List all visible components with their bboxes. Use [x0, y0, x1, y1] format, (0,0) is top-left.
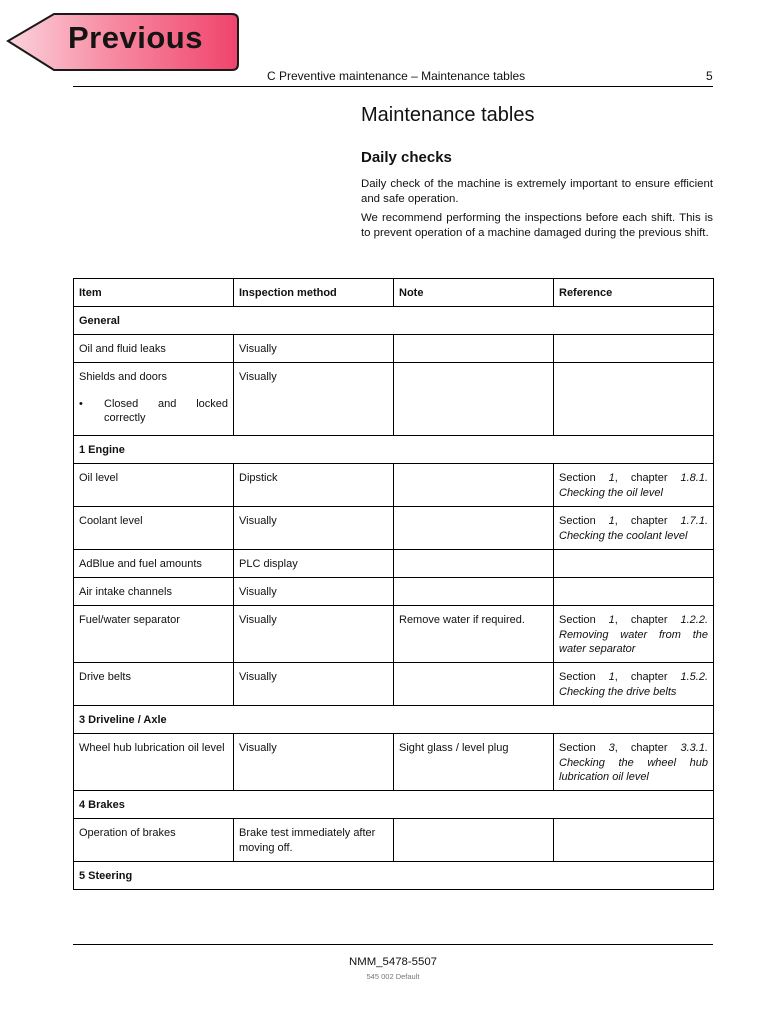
header-title: C Preventive maintenance – Maintenance tables — [267, 69, 526, 83]
item-cell: Oil and fluid leaks — [74, 335, 234, 363]
maintenance-table — [73, 278, 714, 890]
reference-cell — [554, 734, 714, 791]
ref-title-link[interactable]: Checking the drive belts — [559, 685, 677, 698]
section-row-engine — [74, 436, 714, 464]
reference-cell — [554, 507, 714, 550]
item-cell: AdBlue and fuel amounts — [74, 550, 234, 578]
ref-mid: , chapter — [614, 614, 681, 626]
note-cell — [394, 335, 554, 363]
item-cell: Fuel/water separator — [74, 606, 234, 663]
section-label: 3 Driveline / Axle — [74, 706, 714, 734]
page-title: Maintenance tables — [361, 104, 535, 126]
note-cell — [394, 578, 554, 606]
item-text: Shields and doors — [79, 371, 168, 383]
ref-mid: , chapter — [614, 742, 681, 754]
table-row — [74, 663, 714, 706]
method-cell: Visually — [234, 663, 394, 706]
item-cell: Wheel hub lubrication oil level — [74, 734, 234, 791]
item-cell: Coolant level — [74, 507, 234, 550]
bullet-marker: • — [79, 397, 83, 410]
footer-divider — [73, 944, 713, 945]
section-label: 4 Brakes — [74, 791, 714, 819]
ref-section: 1 — [608, 515, 615, 527]
table-row — [74, 606, 714, 663]
note-cell: Remove water if required. — [394, 606, 554, 663]
ref-prefix: Section — [559, 515, 609, 527]
item-cell — [74, 363, 234, 436]
section-row-general — [74, 307, 714, 335]
item-cell: Oil level — [74, 464, 234, 507]
reference-cell — [554, 464, 714, 507]
bullet-text-line-2: correctly — [104, 412, 146, 425]
table-row — [74, 335, 714, 363]
note-cell — [394, 550, 554, 578]
ref-chapter: 1.5.2. — [680, 671, 709, 683]
reference-cell — [554, 606, 714, 663]
footer-document-id: NMM_5478-5507 — [348, 956, 437, 968]
bullet-text — [104, 397, 228, 426]
section-row-driveline — [74, 706, 714, 734]
method-cell: Visually — [234, 363, 394, 436]
reference-cell — [554, 819, 714, 862]
method-cell: Visually — [234, 734, 394, 791]
footer-version: 545 002 Default — [366, 972, 420, 981]
note-cell — [394, 819, 554, 862]
section-row-brakes — [74, 791, 714, 819]
bullet-text-line-1: Closed and locked — [104, 397, 228, 410]
item-cell: Drive belts — [74, 663, 234, 706]
ref-chapter: 1.2.2. — [680, 614, 709, 626]
table-row — [74, 734, 714, 791]
ref-section: 1 — [608, 472, 615, 484]
table-header-row — [74, 279, 714, 307]
ref-chapter: 3.3.1. — [680, 742, 709, 754]
item-cell: Operation of brakes — [74, 819, 234, 862]
method-cell: Visually — [234, 578, 394, 606]
note-cell — [394, 507, 554, 550]
column-header-item: Item — [74, 279, 234, 307]
column-header-method: Inspection method — [234, 279, 394, 307]
method-cell: Visually — [234, 335, 394, 363]
section-row-steering — [74, 862, 714, 890]
reference-cell — [554, 578, 714, 606]
column-header-reference: Reference — [554, 279, 714, 307]
reference-cell — [554, 550, 714, 578]
table-row — [74, 819, 714, 862]
column-header-note: Note — [394, 279, 554, 307]
table-row — [74, 550, 714, 578]
intro-paragraph-2: We recommend performing the inspections before each shift. This is to prevent operation of a machine damaged during the previous shift. — [361, 212, 713, 239]
note-cell: Sight glass / level plug — [394, 734, 554, 791]
ref-prefix: Section — [559, 671, 609, 683]
intro-paragraph-1: Daily check of the machine is extremely important to ensure efficient and safe operation. — [361, 178, 713, 205]
section-label: General — [74, 307, 714, 335]
table-row — [74, 578, 714, 606]
reference-cell — [554, 335, 714, 363]
page-number: 5 — [706, 69, 713, 83]
ref-section: 3 — [608, 742, 615, 754]
ref-section: 1 — [608, 614, 615, 626]
ref-mid: , chapter — [614, 472, 681, 484]
table-row — [74, 363, 714, 436]
item-cell: Air intake channels — [74, 578, 234, 606]
ref-prefix: Section — [559, 742, 609, 754]
section-label: 1 Engine — [74, 436, 714, 464]
note-cell — [394, 363, 554, 436]
ref-mid: , chapter — [614, 515, 681, 527]
ref-title-link[interactable]: Checking the wheel hub lubrication oil level — [559, 756, 708, 784]
previous-button[interactable] — [6, 12, 240, 72]
section-label: 5 Steering — [74, 862, 714, 890]
list-item — [79, 397, 228, 426]
method-cell: Brake test immediately after moving off. — [234, 819, 394, 862]
table-row — [74, 464, 714, 507]
ref-prefix: Section — [559, 472, 609, 484]
reference-cell — [554, 663, 714, 706]
section-subtitle: Daily checks — [361, 149, 452, 166]
ref-title-link[interactable]: Checking the coolant level — [559, 529, 688, 542]
ref-title-link[interactable]: Checking the oil level — [559, 486, 663, 499]
note-cell — [394, 464, 554, 507]
ref-title-link[interactable]: Removing water from the water separator — [559, 628, 708, 656]
note-cell — [394, 663, 554, 706]
header-divider — [73, 86, 713, 87]
method-cell: Visually — [234, 606, 394, 663]
method-cell: Dipstick — [234, 464, 394, 507]
ref-chapter: 1.8.1. — [680, 472, 709, 484]
ref-prefix: Section — [559, 614, 609, 626]
ref-section: 1 — [608, 671, 615, 683]
table-row — [74, 507, 714, 550]
method-cell: Visually — [234, 507, 394, 550]
method-cell: PLC display — [234, 550, 394, 578]
previous-label: Previous — [68, 20, 203, 55]
ref-chapter: 1.7.1. — [680, 515, 709, 527]
reference-cell — [554, 363, 714, 436]
ref-mid: , chapter — [614, 671, 681, 683]
